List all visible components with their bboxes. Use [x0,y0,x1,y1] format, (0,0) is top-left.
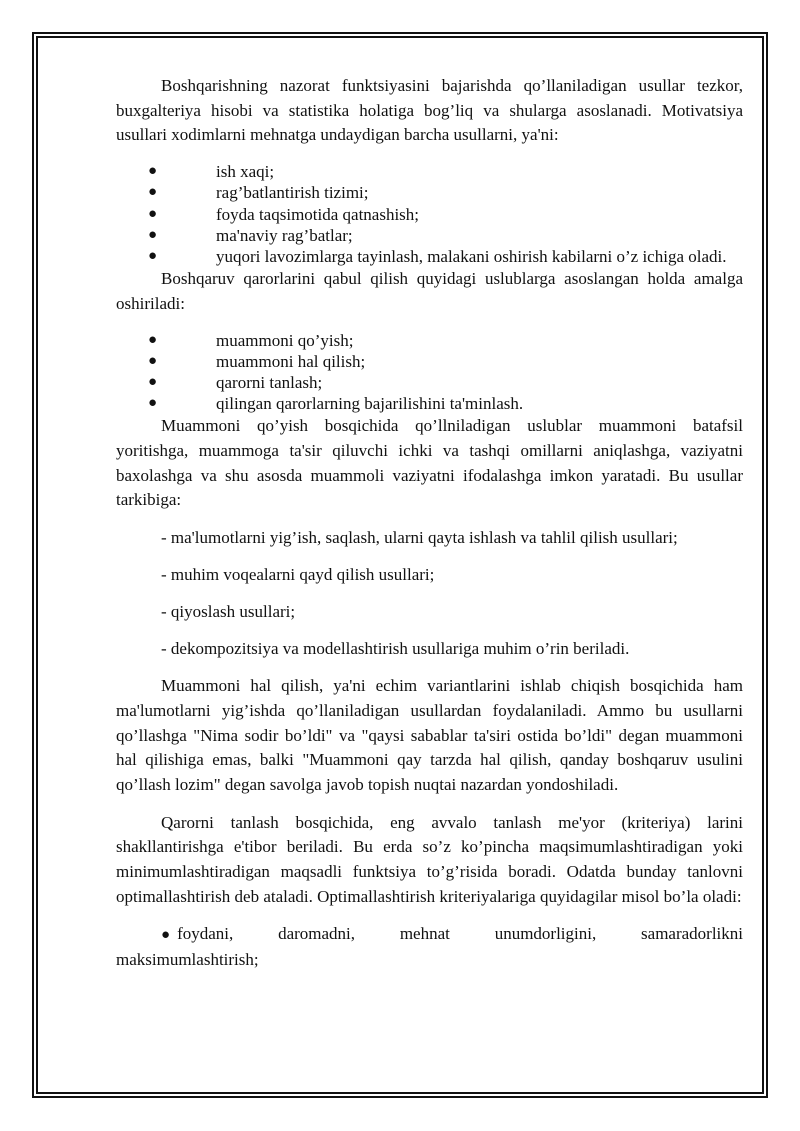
paragraph-control-methods: Boshqarishning nazorat funktsiyasini bajarishda qo’llaniladigan usullar tezkor, buxgalteriya hisobi va statistika holatiga bog’liq va shularga asoslanadi. Motivatsiya usullari xodimlarni mehnatga undaydigan barcha usullarni, ya'ni: [116,76,743,145]
bullet-icon: ● [148,373,158,390]
paragraph-problem-stage: Muammoni qo’yish bosqichida qo’llniladigan uslublar muammoni batafsil yoritishga, muammoga ta'sir qiluvchi ichki va tashqi omillarni aniqlashga, vaziyatni baxolashga va shu asosda muammoli vaziyatni ifodalashga imkon yaratadi. Bu usullar tarkibiga: [116,416,743,510]
bullet-icon: ● [161,927,171,944]
list-item: ● qarorni tanlash; [148,372,323,392]
list-item: ● rag’batlantirish tizimi; [148,183,369,203]
list-item: ● muammoni qo’yish; [148,330,354,350]
bullet-icon: ● [148,184,158,201]
list-item: ● qilingan qarorlarning bajarilishini ta'minlash. [148,394,524,414]
document-body [116,74,743,973]
dash-item: - qiyoslash usullari; [161,602,296,622]
bullet-icon: ● [148,163,158,180]
list-item: ● ish xaqi; [148,162,275,182]
list-item: ● foyda taqsimotida qatnashish; [148,204,420,224]
paragraph-decision-methods: Boshqaruv qarorlarini qabul qilish quyidagi uslublarga asoslangan holda amalga oshiriladi: [116,269,743,313]
criterion-continuation: maksimumlashtirish; [116,950,259,970]
dash-item: - ma'lumotlarni yig’ish, saqlash, ularni qayta ishlash va tahlil qilish usullari; [161,528,678,548]
bullet-icon: ● [148,247,158,264]
bullet-icon: ● [148,205,158,222]
bullet-icon: ● [148,226,158,243]
bullet-icon: ● [148,352,158,369]
list-item: ● yuqori lavozimlarga tayinlash, malakani oshirish kabilarni o’z ichiga oladi. [148,246,727,266]
paragraph-selection-stage: Qarorni tanlash bosqichida, eng avvalo tanlash me'yor (kriteriya) larini shakllantirishga e'tibor beriladi. Bu erda so’z ko’pincha maqsimumlashtiradigan yoki minimumlashtiradigan maqsadli funktsiya to’g’risida boradi. Odatda bunday tanlovni optimallashtirish deb ataladi. Optimallashtirish kriteriyalariga quyidagilar misol bo’la oladi: [116,812,743,906]
bullet-icon: ● [148,395,158,412]
bullet-icon: ● [148,331,158,348]
list-item: ● ma'naviy rag’batlar; [148,225,353,245]
motivation-methods-list [116,161,743,267]
decision-stages-list [116,330,743,415]
list-item: ● muammoni hal qilish; [148,351,366,371]
paragraph-solution-stage: Muammoni hal qilish, ya'ni echim variantlarini ishlab chiqish bosqichida ham ma'lumotlarni yig’ishda qo’llaniladigan usullardan foydalaniladi. Ammo bu usullarni qo’llashga "Nima sodir bo’ldi" va "qaysi sabablar ta'siri ostida bo’ldi" degan muammoni hal qilishiga emas, balki "Muammoni qay tarzda hal qilish, qanday boshqaruv usulini qo’llash lozim" degan savolga javob topish nuqtai nazardan yondoshiladi. [116,676,743,794]
dash-item: - dekompozitsiya va modellashtirish usullariga muhim o’rin beriladi. [161,639,630,659]
optimization-criterion-item [116,922,743,972]
criterion-first-line: ● foydani, daromadni, mehnat unumdorligini, samaradorlikni [161,924,743,944]
dash-item: - muhim voqealarni qayd qilish usullari; [161,565,435,585]
